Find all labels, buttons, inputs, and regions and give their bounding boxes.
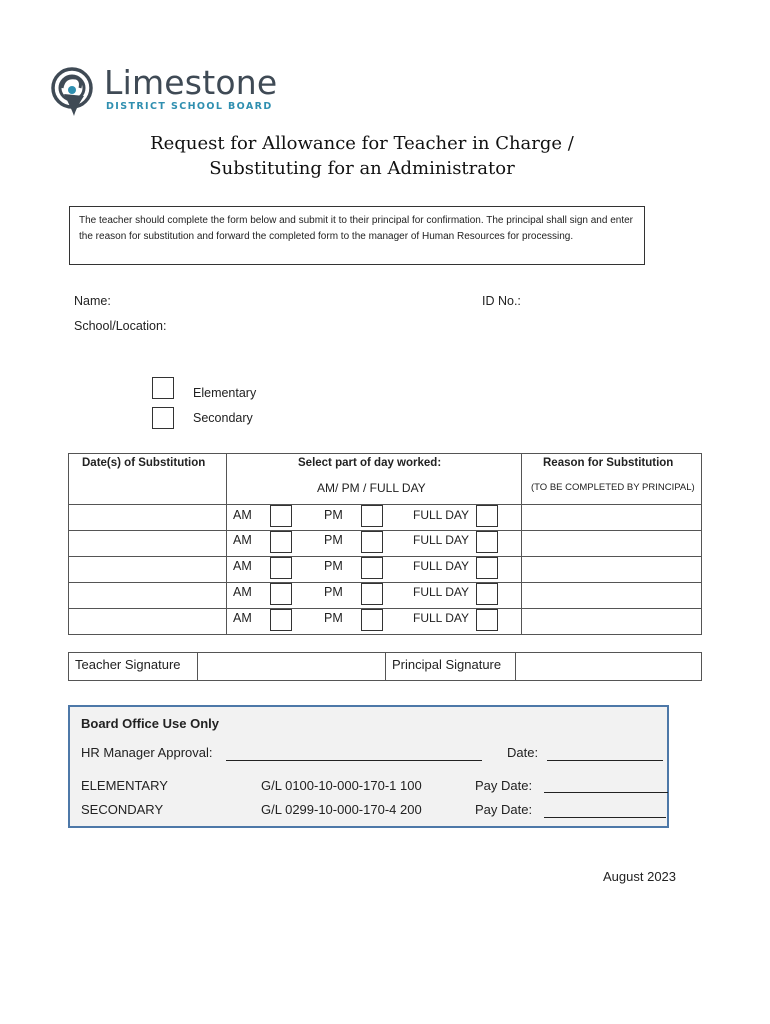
header-part-of-day: Select part of day worked: (298, 457, 442, 469)
full-day-label: FULL DAY (413, 508, 470, 522)
am-checkbox[interactable] (270, 557, 292, 579)
elementary-checkbox[interactable] (152, 377, 174, 399)
logo-subtitle: DISTRICT SCHOOL BOARD (106, 101, 273, 112)
limestone-logo-icon (50, 64, 96, 120)
pm-checkbox[interactable] (361, 583, 383, 605)
elementary-label: Elementary (193, 386, 257, 400)
full-day-checkbox[interactable] (476, 505, 498, 527)
header-reason-sub: (TO BE COMPLETED BY PRINCIPAL) (531, 482, 695, 493)
date-label: Date: (507, 745, 539, 760)
footer-date: August 2023 (603, 869, 677, 884)
secondary-checkbox[interactable] (152, 407, 174, 429)
header-part-of-day-sub: AM/ PM / FULL DAY (317, 481, 426, 495)
am-label: AM (233, 611, 252, 625)
principal-signature-field[interactable] (517, 654, 700, 679)
board-heading: Board Office Use Only (81, 716, 219, 731)
gl-secondary: G/L 0299-10-000-170-4 200 (261, 802, 422, 817)
instructions-box: The teacher should complete the form below and submit it to their principal for confirmation. The principal shall sign and enter the reason for substitution and forward the completed form to the manager of Human Resources for processing. (69, 206, 645, 265)
pay-date-label: Pay Date: (475, 802, 533, 817)
am-label: AM (233, 533, 252, 547)
am-checkbox[interactable] (270, 505, 292, 527)
date-line[interactable] (547, 760, 663, 761)
teacher-signature-field[interactable] (199, 654, 384, 679)
am-label: AM (233, 508, 252, 522)
principal-signature-label: Principal Signature (392, 657, 502, 672)
full-day-label: FULL DAY (413, 559, 470, 573)
secondary-label: SECONDARY (81, 802, 164, 817)
pm-label: PM (324, 585, 343, 599)
board-office-box (68, 705, 669, 828)
gl-elementary: G/L 0100-10-000-170-1 100 (261, 778, 422, 793)
teacher-signature-label: Teacher Signature (75, 657, 181, 672)
pm-checkbox[interactable] (361, 505, 383, 527)
elementary-label: ELEMENTARY (81, 778, 168, 793)
pay-date-line[interactable] (544, 817, 666, 818)
full-day-label: FULL DAY (413, 611, 470, 625)
am-label: AM (233, 585, 252, 599)
secondary-label: Secondary (193, 411, 253, 425)
name-label: Name: (74, 294, 111, 308)
form-title-line-1: Request for Allowance for Teacher in Charge / (150, 133, 574, 154)
hr-approval-line[interactable] (226, 760, 482, 761)
pm-label: PM (324, 533, 343, 547)
school-location-label: School/Location: (74, 319, 167, 333)
pay-date-label: Pay Date: (475, 778, 533, 793)
pm-label: PM (324, 508, 343, 522)
hr-approval-label: HR Manager Approval: (81, 745, 213, 760)
header-reason: Reason for Substitution (543, 457, 674, 469)
am-label: AM (233, 559, 252, 573)
full-day-checkbox[interactable] (476, 531, 498, 553)
logo-wordmark: Limestone (104, 63, 278, 102)
pm-checkbox[interactable] (361, 557, 383, 579)
full-day-checkbox[interactable] (476, 557, 498, 579)
pm-checkbox[interactable] (361, 609, 383, 631)
pm-checkbox[interactable] (361, 531, 383, 553)
full-day-label: FULL DAY (413, 585, 470, 599)
id-no-label: ID No.: (482, 294, 521, 308)
full-day-checkbox[interactable] (476, 609, 498, 631)
am-checkbox[interactable] (270, 531, 292, 553)
am-checkbox[interactable] (270, 583, 292, 605)
full-day-checkbox[interactable] (476, 583, 498, 605)
pay-date-line[interactable] (544, 792, 668, 793)
pm-label: PM (324, 559, 343, 573)
full-day-label: FULL DAY (413, 533, 470, 547)
am-checkbox[interactable] (270, 609, 292, 631)
pm-label: PM (324, 611, 343, 625)
form-title-line-2: Substituting for an Administrator (209, 158, 515, 179)
header-dates: Date(s) of Substitution (82, 457, 206, 469)
